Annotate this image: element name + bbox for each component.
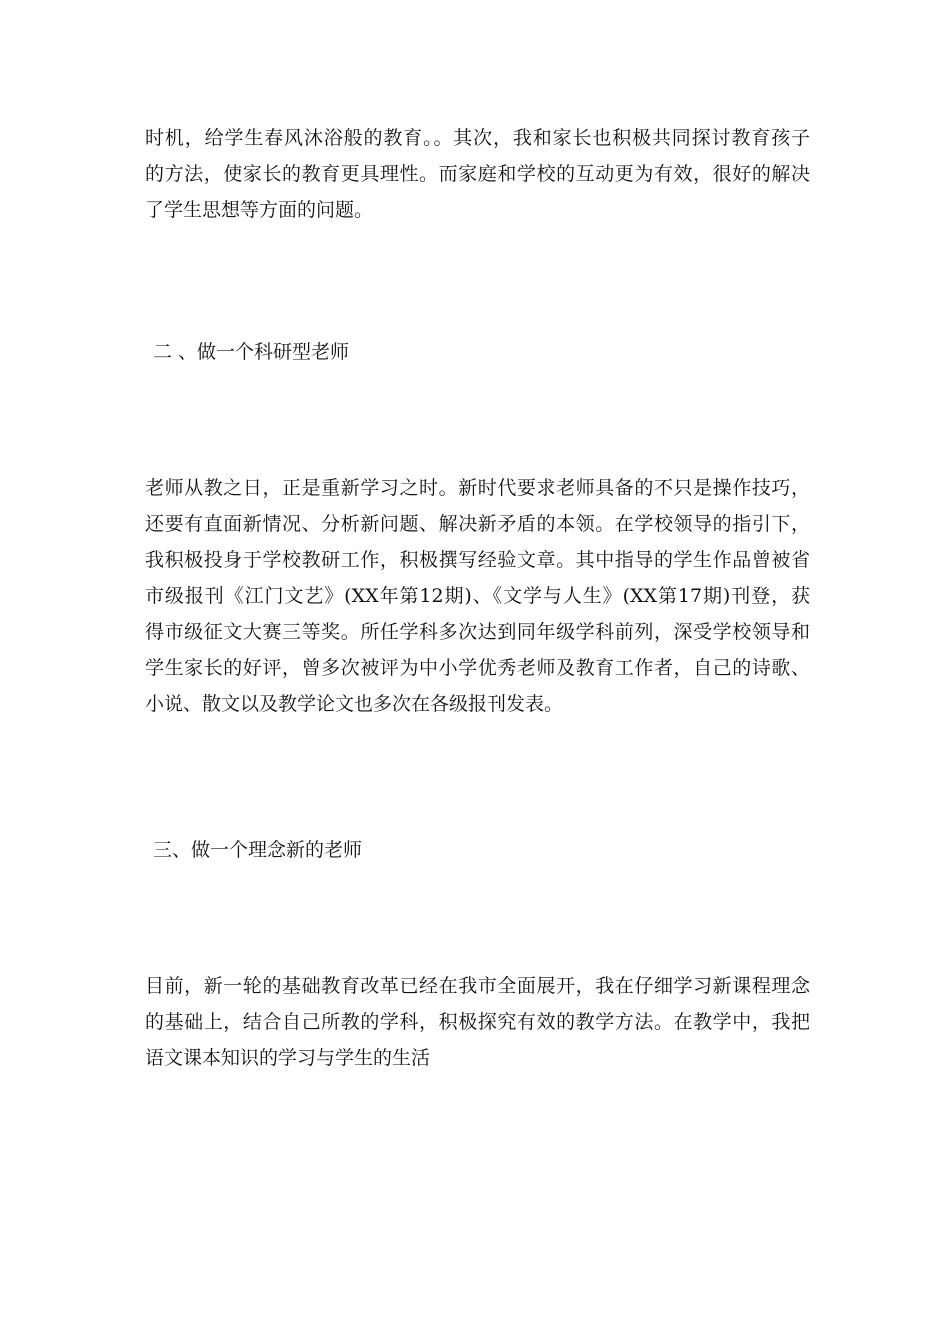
section-heading-new-concept-teacher: 三、做一个理念新的老师 bbox=[153, 839, 363, 861]
paragraph-line: 老师从教之日，正是重新学习之时。新时代要求老师具备的不只是操作技巧， bbox=[145, 477, 810, 499]
paragraph-new-concept bbox=[145, 968, 810, 1076]
paragraph-line: 小说、散文以及教学论文也多次在各级报刊发表。 bbox=[145, 693, 564, 715]
paragraph-line: 了学生思想等方面的问题。 bbox=[145, 199, 374, 221]
paragraph-line: 语文课本知识的学习与学生的生活 bbox=[145, 1047, 431, 1069]
paragraph-line: 市级报刊《江门文艺》(XX年第12期)、《文学与人生》(XX第17期)刊登，获 bbox=[145, 585, 810, 607]
paragraph-research bbox=[145, 470, 810, 722]
paragraph-line: 的基础上，结合自己所教的学科，积极探究有效的教学方法。在教学中，我把 bbox=[145, 1011, 810, 1033]
paragraph-line: 还要有直面新情况、分析新问题、解决新矛盾的本领。在学校领导的指引下， bbox=[145, 513, 810, 535]
paragraph-line: 学生家长的好评，曾多次被评为中小学优秀老师及教育工作者，自己的诗歌、 bbox=[145, 657, 810, 679]
paragraph-continued bbox=[145, 120, 810, 228]
paragraph-line: 的方法，使家长的教育更具理性。而家庭和学校的互动更为有效，很好的解决 bbox=[145, 163, 810, 185]
paragraph-line: 时机，给学生春风沐浴般的教育。。其次，我和家长也积极共同探讨教育孩子 bbox=[145, 127, 810, 149]
paragraph-line: 得市级征文大赛三等奖。所任学科多次达到同年级学科前列，深受学校领导和 bbox=[145, 621, 810, 643]
section-heading-research-teacher: 二 、做一个科研型老师 bbox=[153, 341, 350, 363]
paragraph-line: 我积极投身于学校教研工作，积极撰写经验文章。其中指导的学生作品曾被省 bbox=[145, 549, 810, 571]
paragraph-line: 目前，新一轮的基础教育改革已经在我市全面展开，我在仔细学习新课程理念 bbox=[145, 975, 810, 997]
